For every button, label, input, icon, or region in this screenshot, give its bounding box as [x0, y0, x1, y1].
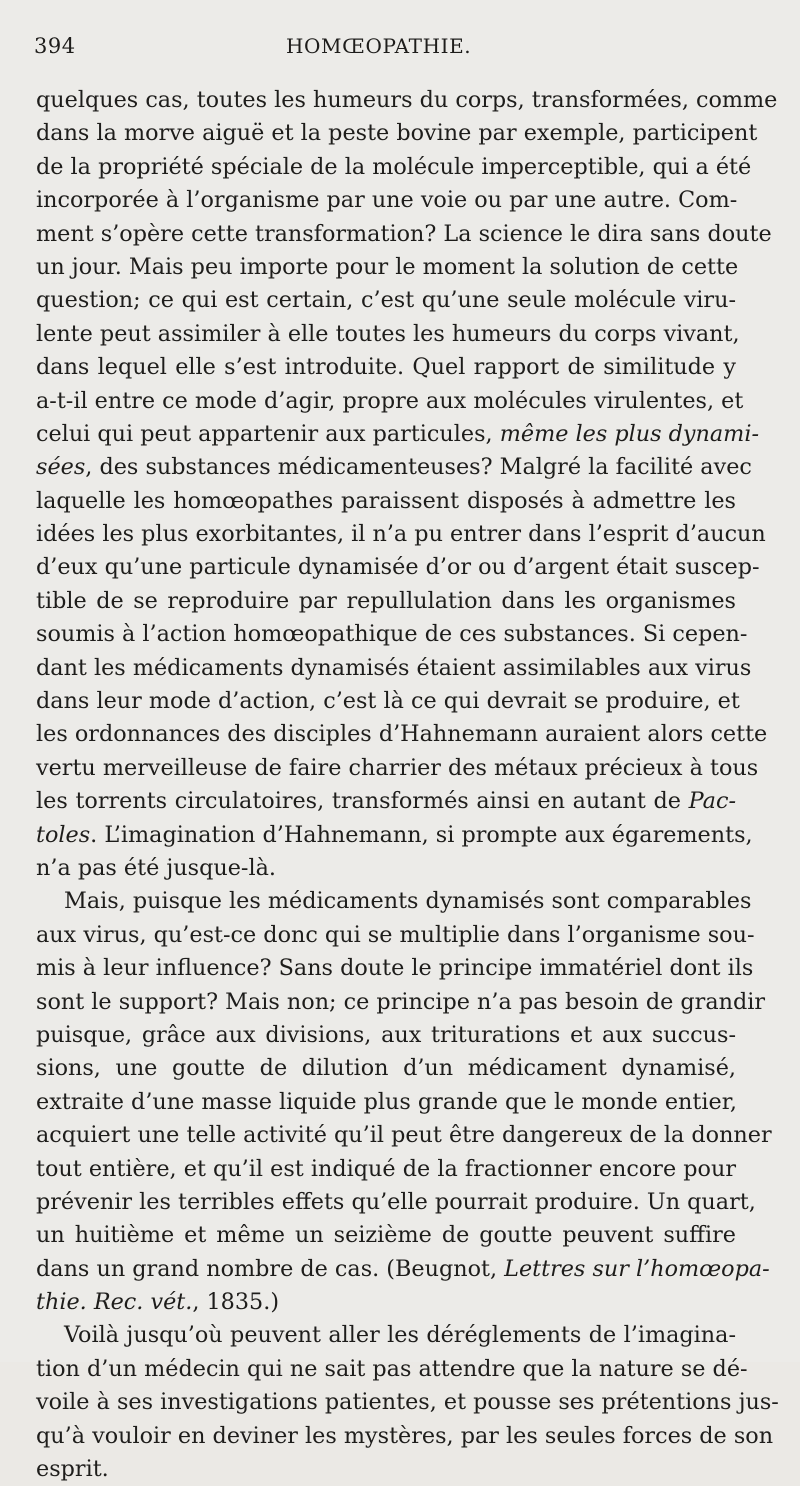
text-segment: puisque, grâce aux divisions, aux triturations et aux succus- — [36, 1021, 736, 1048]
text-segment: , 1835.) — [192, 1289, 280, 1316]
text-line — [36, 318, 740, 351]
paragraph-1 — [36, 84, 778, 885]
text-segment: soumis à l’action homœopathique de ces substances. Si cepen- — [36, 621, 748, 648]
text-segment: lente peut assimiler à elle toutes les humeurs du corps vivant, — [36, 320, 740, 347]
text-line — [36, 785, 736, 818]
text-segment: incorporée à l’organisme par une voie ou par une autre. Com- — [36, 187, 738, 214]
text-segment: esprit. — [36, 1456, 109, 1483]
italic-text: sées — [36, 454, 86, 481]
text-line — [36, 551, 760, 584]
text-line — [36, 485, 736, 518]
text-segment: dant les médicaments dynamisés étaient assimilables aux virus — [36, 654, 752, 681]
text-segment: qu’à vouloir en deviner les mystères, par les seules forces de son — [36, 1422, 774, 1449]
text-segment: , des substances médicamenteuses? Malgré la facilité avec — [85, 454, 752, 481]
text-line — [36, 1353, 748, 1386]
text-segment: tout entière, et qu’il est indiqué de la fractionner encore pour — [36, 1155, 736, 1182]
text-segment: dans leur mode d’action, c’est là ce qui devrait se produire, et — [36, 688, 740, 715]
running-title: HOMŒOPATHIE. — [286, 34, 472, 58]
text-segment: ment s’opère cette transformation? La science le dira sans doute — [36, 220, 772, 247]
text-line — [36, 284, 736, 317]
text-line — [36, 852, 736, 885]
text-segment: Voilà jusqu’où peuvent aller les déréglements de l’imagina- — [64, 1322, 736, 1349]
text-segment: dans un grand nombre de cas. (Beugnot, — [36, 1255, 505, 1282]
text-line — [36, 151, 752, 184]
text-segment: n’a pas été jusque-là. — [36, 854, 276, 881]
text-segment: prévenir les terribles effets qu’elle pourrait produire. Un quart, — [36, 1188, 756, 1215]
text-line — [36, 518, 766, 551]
text-segment: un huitième et même un seizième de goutte peuvent suffire — [36, 1222, 736, 1249]
text-segment: les ordonnances des disciples d’Hahnemann auraient alors cette — [36, 721, 768, 748]
text-line — [36, 718, 768, 751]
text-line — [36, 117, 758, 150]
text-segment: dans lequel elle s’est introduite. Quel rapport de similitude y — [36, 354, 736, 381]
text-line — [36, 84, 778, 117]
page-number: 394 — [34, 34, 76, 58]
text-line — [36, 385, 744, 418]
text-line — [36, 1319, 736, 1352]
text-line — [36, 1019, 736, 1052]
text-segment: d’eux qu’une particule dynamisée d’or ou d’argent était suscep- — [36, 554, 760, 581]
text-line — [36, 752, 759, 785]
text-line — [36, 986, 766, 1019]
text-segment: sions, une goutte de dilution d’un médicament dynamisé, — [36, 1055, 736, 1082]
italic-text: Pac- — [688, 788, 736, 815]
text-line — [36, 1186, 756, 1219]
text-line — [36, 251, 739, 284]
text-segment: vertu merveilleuse de faire charrier des métaux précieux à tous — [36, 754, 759, 781]
italic-text: thie. Rec. vét. — [36, 1289, 193, 1316]
text-segment: aux virus, qu’est-ce donc qui se multiplie dans l’organisme sou- — [36, 921, 755, 948]
italic-text: même les plus dynami- — [499, 420, 759, 447]
text-line — [36, 418, 759, 451]
running-header — [32, 34, 732, 60]
italic-text: Lettres sur l’homœopa- — [504, 1255, 770, 1282]
text-segment: acquiert une telle activité qu’il peut être dangereux de la donner — [36, 1122, 772, 1149]
text-segment: celui qui peut appartenir aux particules, — [36, 420, 500, 447]
text-line — [36, 819, 753, 852]
text-line — [36, 1153, 736, 1186]
text-line — [36, 184, 736, 217]
paragraph-2 — [36, 885, 772, 1319]
text-segment: extraite d’une masse liquide plus grande que le monde entier, — [36, 1088, 737, 1115]
text-segment: sont le support? Mais non; ce principe n’a pas besoin de grandir — [36, 988, 766, 1015]
text-line — [36, 919, 755, 952]
text-line — [36, 451, 752, 484]
text-segment: un jour. Mais peu importe pour le moment la solution de cette — [36, 253, 739, 280]
text-segment: quelques cas, toutes les humeurs du corps, transformées, comme — [36, 87, 778, 113]
text-line — [36, 952, 754, 985]
text-line — [36, 652, 752, 685]
text-line — [36, 1386, 779, 1419]
text-segment: Mais, puisque les médicaments dynamisés sont comparables — [64, 888, 752, 915]
text-line — [36, 218, 772, 251]
text-segment: . L’imagination d’Hahnemann, si prompte aux égarements, — [90, 821, 753, 848]
text-line — [36, 1253, 770, 1286]
text-segment: laquelle les homœopathes paraissent disposés à admettre les — [36, 487, 736, 514]
text-line — [36, 1086, 736, 1119]
text-segment: tion d’un médecin qui ne sait pas attendre que la nature se dé- — [36, 1355, 748, 1382]
text-segment: tible de se reproduire par repullulation dans les organismes — [36, 587, 736, 614]
text-line — [36, 351, 736, 384]
text-segment: idées les plus exorbitantes, il n’a pu entrer dans l’esprit d’aucun — [36, 521, 766, 548]
text-line — [36, 1119, 772, 1152]
text-line — [36, 1052, 736, 1085]
text-segment: dans la morve aiguë et la peste bovine par exemple, participent — [36, 120, 758, 147]
text-line — [36, 1420, 774, 1453]
text-line — [36, 685, 740, 718]
text-line — [36, 618, 748, 651]
italic-text: toles — [36, 821, 91, 848]
text-line — [36, 1219, 736, 1252]
text-segment: de la propriété spéciale de la molécule imperceptible, qui a été — [36, 153, 752, 180]
text-segment: voile à ses investigations patientes, et pousse ses prétentions jus- — [36, 1389, 779, 1416]
body-text — [36, 84, 779, 1486]
text-line — [36, 1453, 736, 1486]
text-line — [36, 1286, 736, 1319]
text-line — [36, 585, 736, 618]
text-line — [36, 885, 752, 918]
text-segment: les torrents circulatoires, transformés ainsi en autant de — [36, 788, 689, 815]
text-segment: question; ce qui est certain, c’est qu’une seule molécule viru- — [36, 287, 736, 314]
text-segment: mis à leur influence? Sans doute le principe immatériel dont ils — [36, 955, 754, 982]
text-segment: a-t-il entre ce mode d’agir, propre aux molécules virulentes, et — [36, 387, 744, 414]
paragraph-3 — [36, 1319, 779, 1486]
